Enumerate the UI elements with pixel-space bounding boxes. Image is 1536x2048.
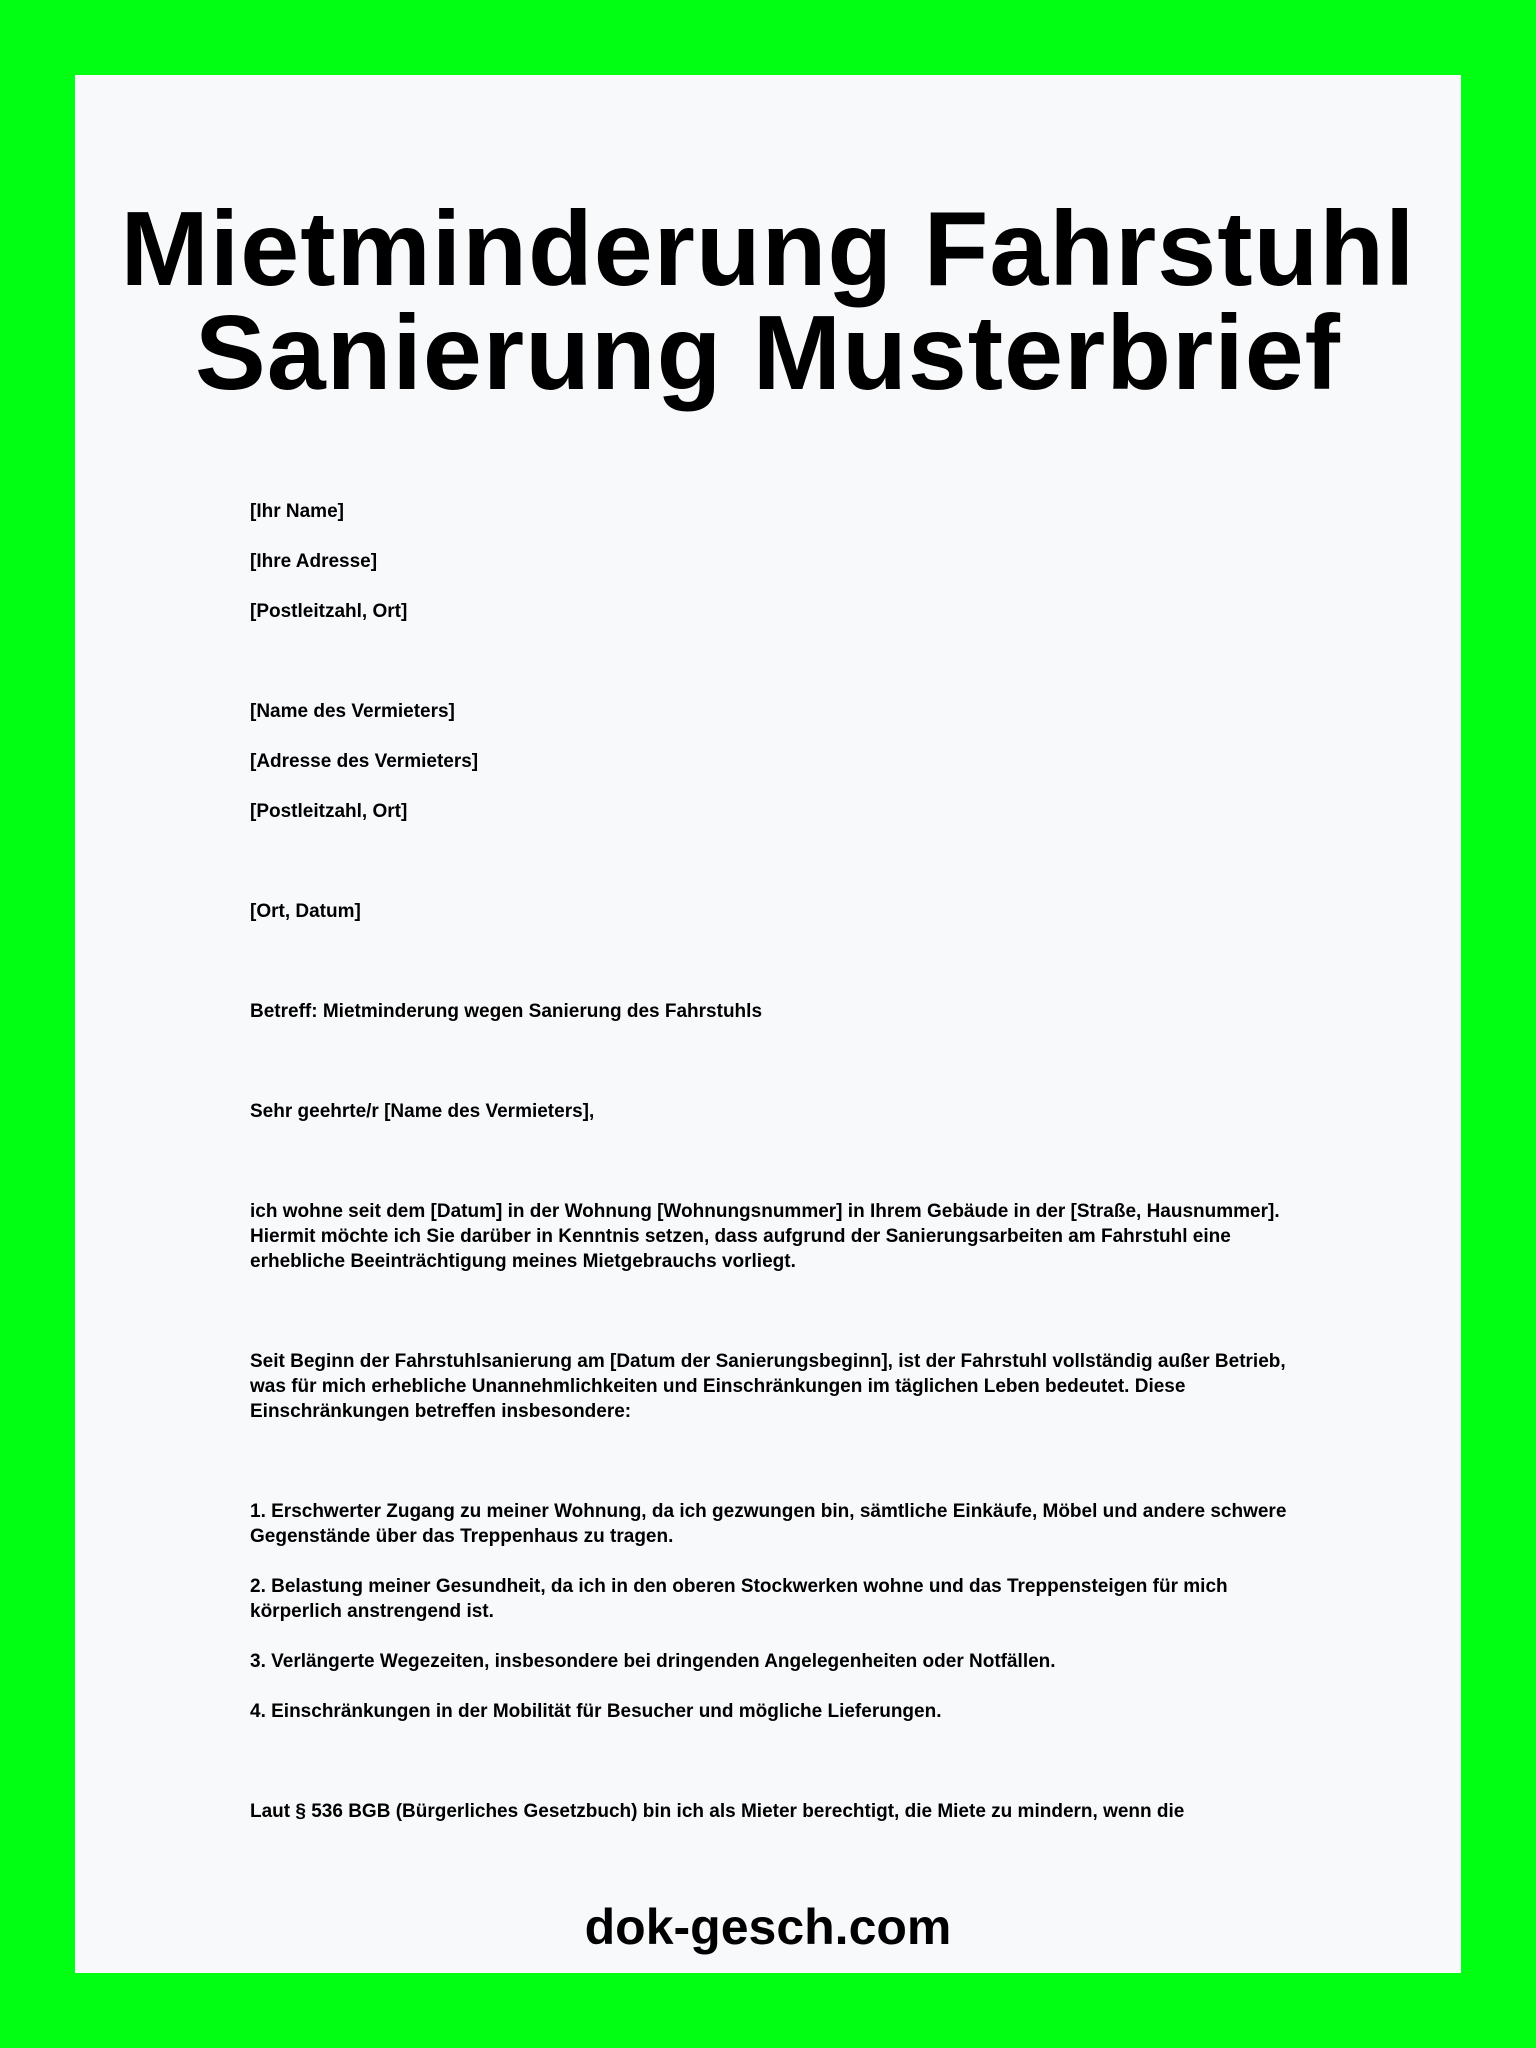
recipient-city: [Postleitzahl, Ort] xyxy=(250,801,408,822)
date-place: [Ort, Datum] xyxy=(250,901,361,922)
list-item: 3. Verlängerte Wegezeiten, insbesondere bei dringenden Angelegenheiten oder Notfällen. xyxy=(250,1651,1056,1672)
site-watermark: dok-gesch.com xyxy=(584,1899,952,1955)
list-item: 1. Erschwerter Zugang zu meiner Wohnung, da ich gezwungen bin, sämtliche Einkäufe, Möbel und andere schwere Gegenstände über das Treppenhaus zu tragen. xyxy=(250,1501,1287,1547)
title-line-2: Sanierung Musterbrief xyxy=(195,294,1341,412)
sender-city: [Postleitzahl, Ort] xyxy=(250,601,408,622)
page-title xyxy=(75,190,1461,412)
recipient-address: [Adresse des Vermieters] xyxy=(250,751,479,772)
sender-name: [Ihr Name] xyxy=(250,501,344,522)
list-item: 2. Belastung meiner Gesundheit, da ich in den oberen Stockwerken wohne und das Treppensteigen für mich körperlich anstrengend ist. xyxy=(250,1576,1228,1622)
title-line-1: Mietminderung Fahrstuhl xyxy=(120,190,1416,308)
paragraph-restrictions: Seit Beginn der Fahrstuhlsanierung am [Datum der Sanierungsbeginn], ist der Fahrstuhl vollständig außer Betrieb, was für mich erhebliche Unannehmlichkeiten und Einschränkungen im täglichen Leben bedeutet. Diese Einschränkungen betreffen insbesondere: xyxy=(250,1351,1286,1422)
list-item: 4. Einschränkungen in der Mobilität für Besucher und mögliche Lieferungen. xyxy=(250,1701,942,1722)
recipient-name: [Name des Vermieters] xyxy=(250,701,455,722)
document-page xyxy=(75,75,1461,1973)
paragraph-intro: ich wohne seit dem [Datum] in der Wohnung [Wohnungsnummer] in Ihrem Gebäude in der [Straße, Hausnummer]. Hiermit möchte ich Sie darüber in Kenntnis setzen, dass aufgrund der Sanierungsarbeiten am Fahrstuhl eine erhebliche Beeinträchtigung meines Mietgebrauchs vorliegt. xyxy=(250,1201,1280,1272)
salutation: Sehr geehrte/r [Name des Vermieters], xyxy=(250,1101,595,1122)
subject-line: Betreff: Mietminderung wegen Sanierung des Fahrstuhls xyxy=(250,1001,763,1022)
sender-address: [Ihre Adresse] xyxy=(250,551,378,572)
paragraph-legal-fragment: Laut § 536 BGB (Bürgerliches Gesetzbuch) bin ich als Mieter berechtigt, die Miete zu mindern, wenn die xyxy=(250,1801,1185,1822)
